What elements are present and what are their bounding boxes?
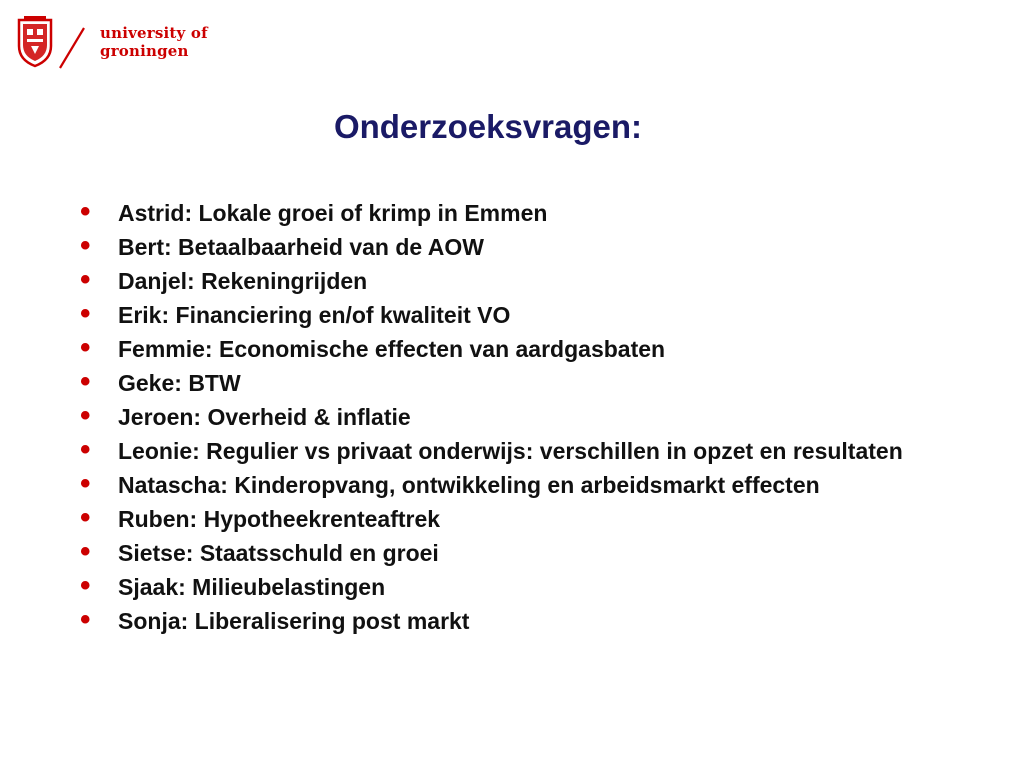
bullet-icon: •	[80, 569, 91, 602]
university-logo	[14, 14, 214, 74]
list-item	[80, 535, 970, 568]
bullet-icon: •	[80, 535, 91, 568]
list-item-text: Sonja: Liberalisering post markt	[118, 608, 470, 634]
slide-title: Onderzoeksvragen:	[333, 108, 643, 145]
crest-icon	[16, 16, 54, 68]
list-item	[80, 501, 970, 534]
bullet-icon: •	[80, 331, 91, 364]
slash-divider-icon	[54, 24, 90, 72]
list-item	[80, 467, 970, 500]
list-item-text: Bert: Betaalbaarheid van de AOW	[118, 234, 484, 260]
list-item-text: Femmie: Economische effecten van aardgasbaten	[118, 336, 666, 362]
bullet-icon: •	[80, 195, 91, 228]
bullet-icon: •	[80, 263, 91, 296]
list-item-text: Erik: Financiering en/of kwaliteit VO	[118, 302, 511, 328]
list-item-text: Geke: BTW	[118, 370, 241, 396]
list-item	[80, 263, 970, 296]
bullet-icon: •	[80, 603, 91, 636]
bullet-icon: •	[80, 433, 91, 466]
list-item-text: Natascha: Kinderopvang, ontwikkeling en arbeidsmarkt effecten	[118, 472, 820, 498]
bullet-icon: •	[80, 229, 91, 262]
list-item-text: Ruben: Hypotheekrenteaftrek	[118, 506, 441, 532]
bullet-icon: •	[80, 297, 91, 330]
list-item	[80, 365, 970, 398]
list-item-text: Jeroen: Overheid & inflatie	[118, 404, 411, 430]
wordmark-line-1: university of	[100, 24, 208, 42]
list-item	[80, 331, 970, 364]
research-questions-list	[80, 195, 970, 642]
bullet-icon: •	[80, 399, 91, 432]
list-item-text: Leonie: Regulier vs privaat onderwijs: verschillen in opzet en resultaten	[118, 438, 903, 464]
bullet-icon: •	[80, 467, 91, 500]
bullet-icon: •	[80, 365, 91, 398]
list-item	[80, 569, 970, 602]
list-item	[80, 433, 970, 466]
list-item-text: Sietse: Staatsschuld en groei	[118, 540, 439, 566]
wordmark-line-2: groningen	[100, 42, 189, 60]
list-item-text: Sjaak: Milieubelastingen	[118, 574, 386, 600]
list-item-text: Astrid: Lokale groei of krimp in Emmen	[118, 200, 548, 226]
list-item	[80, 297, 970, 330]
list-item	[80, 195, 970, 228]
list-item	[80, 603, 970, 636]
university-wordmark	[100, 24, 208, 60]
list-item-text: Danjel: Rekeningrijden	[118, 268, 368, 294]
bullet-icon: •	[80, 501, 91, 534]
list-item	[80, 229, 970, 262]
list-item	[80, 399, 970, 432]
